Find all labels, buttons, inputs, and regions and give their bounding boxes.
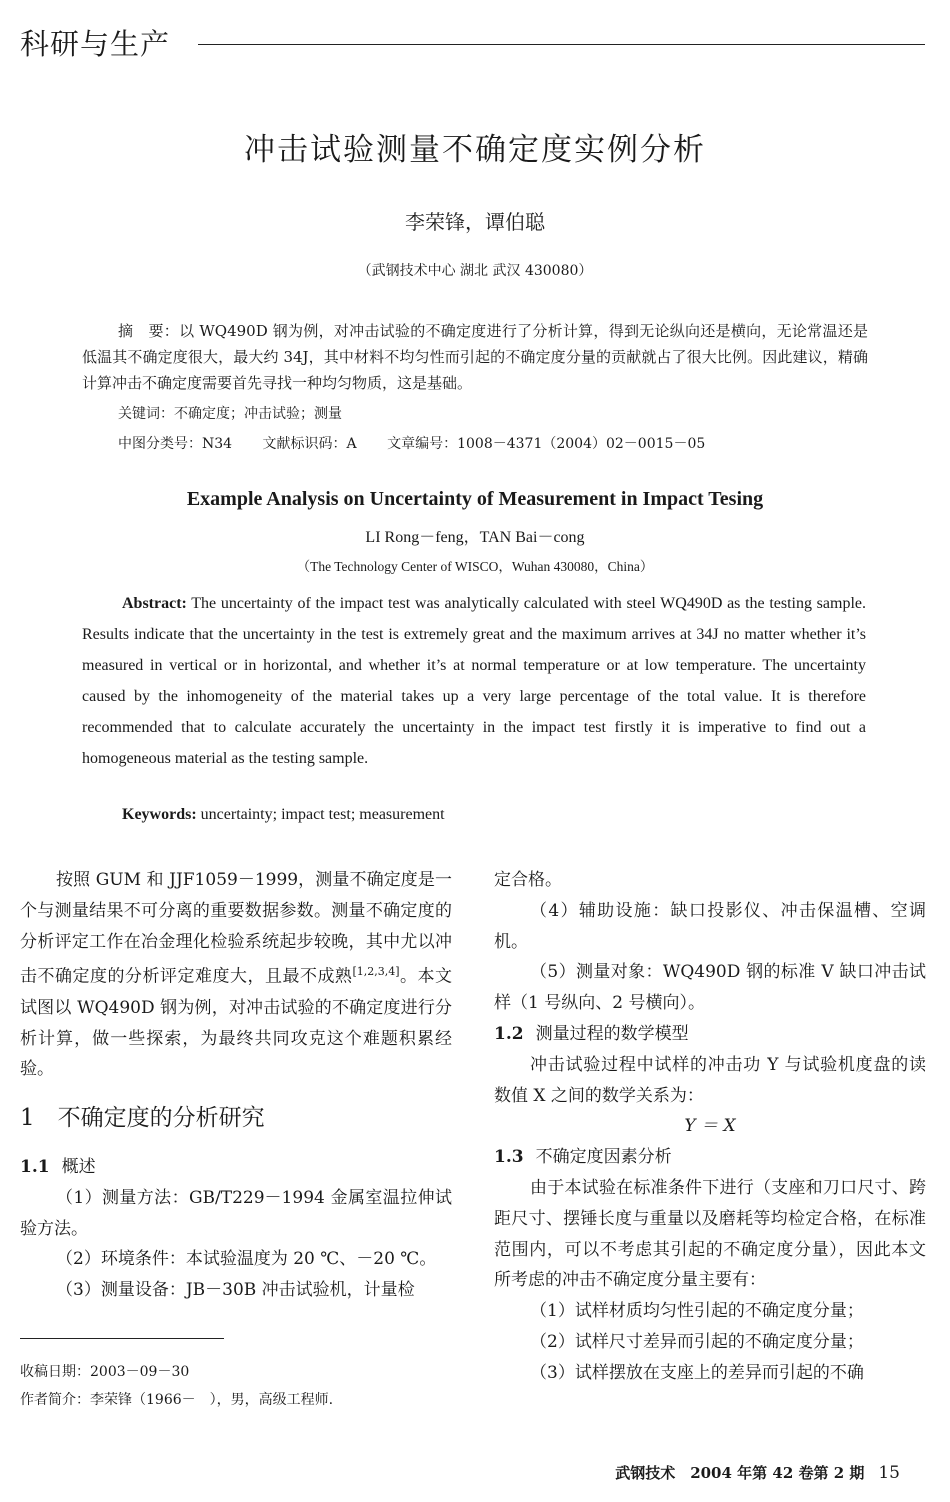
english-title: Example Analysis on Uncertainty of Measurement in Impact Tesing — [186, 488, 764, 510]
section-1-3-heading — [494, 1142, 926, 1173]
author-bio: 作者简介：李荣锋（1966－ ），男，高级工程师. — [20, 1392, 334, 1408]
list-item: （5）测量对象：WQ490D 钢的标准 V 缺口冲击试样（1 号纵向、2 号横向）。 — [494, 962, 926, 1014]
section-title: 测量过程的数学模型 — [535, 1023, 689, 1044]
article-number: 文章编号：1008－4371（2004）02－0015－05 — [387, 436, 706, 452]
header-rule — [198, 44, 925, 45]
body-right-column — [494, 865, 926, 1389]
abstract-label: Abstract: — [122, 595, 187, 612]
journal-info: 武钢技术 2004 年第 42 卷第 2 期 — [615, 1464, 865, 1482]
section-title: 概述 — [61, 1157, 96, 1178]
received-date: 收稿日期：2003－09－30 — [20, 1364, 190, 1380]
chinese-abstract-text: 摘 要：以 WQ490D 钢为例，对冲击试验的不确定度进行了分析计算，得到无论纵向还是横向，无论常温还是低温其不确定度很大，最大约 34J，其中材料不均匀性而引起的不确定度分量的贡献就占了很大比例。因此建议，精确计算冲击不确定度需要首先寻找一种均匀物质，这是基础。 — [82, 322, 868, 392]
section-number: 1.2 — [494, 1023, 524, 1044]
list-item: （3）测量设备：JB－30B 冲击试验机，计量检 — [56, 1280, 415, 1301]
abstract-text: The uncertainty of the impact test was analytically calculated with steel WQ490D as the testing sample. Results indicate that the uncertainty in the test is extremely great and the maximum arrives at 34J no matter whether it’s measured in vertical or in horizontal, and whether it’s at normal temperature or at low temperature. The uncertainty caused by the inhomogeneity of the material takes up a very large percentage of the total value. It is therefore recommended that to calculate accurately the uncertainty in the impact test firstly it is imperative to find out a homogeneous material as the testing sample. — [82, 595, 866, 767]
affiliation: （武钢技术中心 湖北 武汉 430080） — [357, 263, 593, 279]
intro-text-rest: 。本文试图以 WQ490D 钢为例，对冲击试验的不确定度进行分析计算，做一些探索，为最终共同攻克这个难题积累经验。 — [20, 967, 453, 1080]
section-number: 1.1 — [20, 1157, 50, 1178]
paper-title: 冲击试验测量不确定度实例分析 — [244, 132, 706, 168]
list-item: （2）环境条件：本试验温度为 20 ℃、－20 ℃。 — [56, 1249, 437, 1270]
list-item: （1）测量方法：GB/T229－1994 金属室温拉伸试验方法。 — [20, 1187, 452, 1239]
english-abstract — [82, 588, 866, 774]
page-number: 15 — [878, 1463, 900, 1483]
footnote-rule — [20, 1338, 224, 1339]
section-1-2-heading — [494, 1019, 926, 1050]
continued-text: 定合格。 — [494, 870, 562, 890]
section-1-heading: 1 不确定度的分析研究 — [20, 1105, 265, 1132]
keywords-text: uncertainty; impact test; measurement — [196, 806, 445, 823]
list-item: （1）试样材质均匀性引起的不确定度分量； — [530, 1301, 864, 1322]
body-left-column — [20, 865, 452, 1306]
list-item: （3）试样摆放在支座上的差异而引起的不确 — [530, 1362, 864, 1383]
equation: Y ＝ X — [684, 1116, 736, 1137]
intro-paragraph — [20, 865, 452, 1085]
chinese-abstract — [82, 318, 868, 396]
chinese-keywords: 关键词：不确定度；冲击试验；测量 — [118, 406, 342, 422]
clc-number: 中图分类号：N34 — [118, 436, 233, 452]
english-affiliation: （The Technology Center of WISCO，Wuhan 430080，China） — [296, 559, 654, 574]
section-1-1-heading — [20, 1152, 452, 1183]
classification-line — [118, 433, 705, 453]
authors: 李荣锋，谭伯聪 — [405, 210, 545, 234]
english-authors: LI Rong－feng，TAN Bai－cong — [365, 529, 585, 546]
document-code: 文献标识码：A — [262, 436, 357, 452]
intro-text: 按照 GUM 和 JJF1059－1999，测量不确定度是一个与测量结果不可分离的重要数据参数。测量不确定度的分析评定工作在冶金理化检验系统起步较晚，其中尤以冲击不确定度的分析评定难度大，且最不成熟 — [20, 870, 452, 988]
footnotes — [20, 1358, 333, 1414]
list-item: （2）试样尺寸差异而引起的不确定度分量； — [530, 1331, 864, 1352]
model-paragraph: 冲击试验过程中试样的冲击功 Y 与试验机度盘的读数值 X 之间的数学关系为： — [494, 1054, 926, 1106]
english-keywords — [122, 806, 445, 824]
keywords-label: Keywords: — [122, 806, 197, 823]
list-item: （4）辅助设施：缺口投影仪、冲击保温槽、空调机。 — [494, 900, 926, 952]
section-header: 科研与生产 — [20, 27, 171, 61]
section-number: 1.3 — [494, 1147, 524, 1168]
intro-citation: [1,2,3,4] — [352, 965, 400, 979]
section-title: 不确定度因素分析 — [535, 1147, 672, 1168]
factor-paragraph: 由于本试验在标准条件下进行（支座和刀口尺寸、跨距尺寸、摆锤长度与重量以及磨耗等均检定合格，在标准范围内，可以不考虑其引起的不确定度分量），因此本文所考虑的冲击不确定度分量主要有： — [494, 1177, 926, 1291]
page-footer — [615, 1462, 900, 1483]
